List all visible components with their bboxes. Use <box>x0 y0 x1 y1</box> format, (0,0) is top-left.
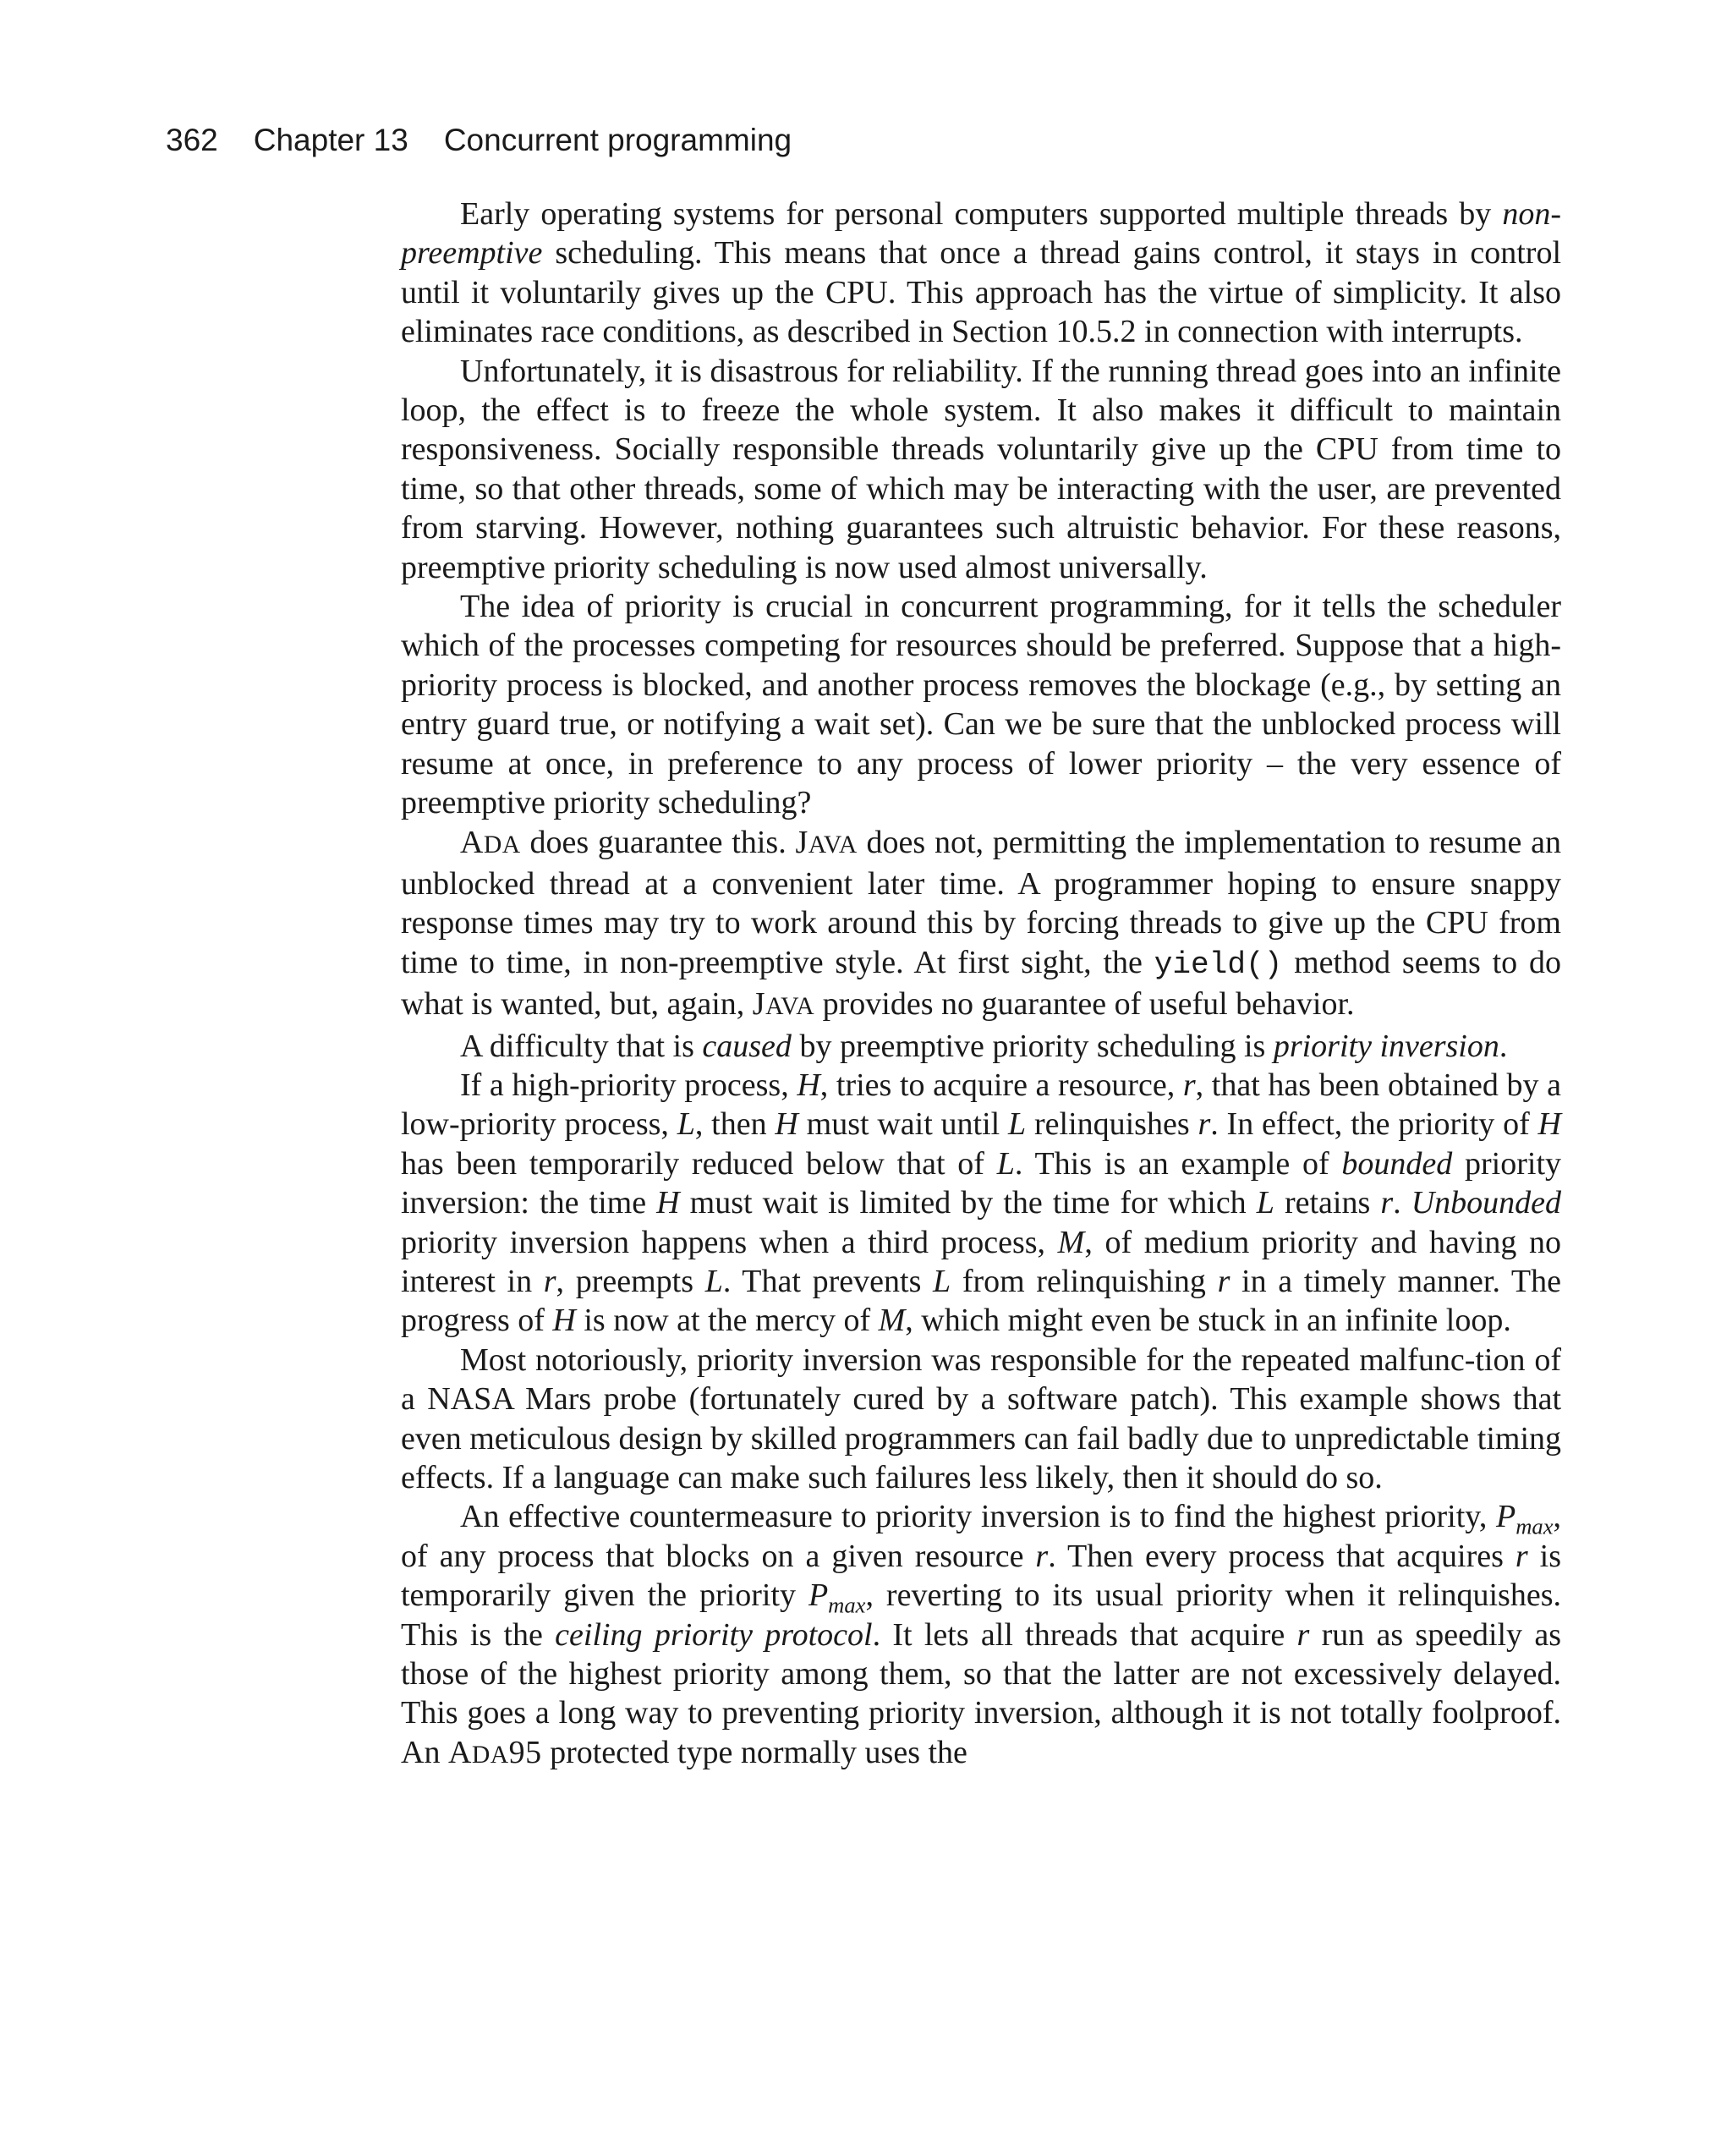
body-text <box>401 195 1561 1775</box>
text-run: , of any process that blocks on a given resource <box>401 1499 1561 1574</box>
text-run: Unfortunately, it is disastrous for reliability. If the running thread goes into an infinite loop, the effect is to freeze the whole system. It also makes it difficult to maintain responsiveness. Socially responsible threads voluntarily give up the CPU from time to time, so that other threads, some of which may be interacting with the user, are prevented from starving. However, nothing guarantees such altruistic behavior. For these reasons, preemptive priority scheduling is now used almost universally. <box>401 353 1561 585</box>
text-run: , of medium priority and having no interest in <box>401 1224 1561 1299</box>
paragraph-8 <box>401 1497 1561 1775</box>
text-run: from relinquishing <box>951 1263 1218 1299</box>
math-var: L <box>1256 1185 1274 1221</box>
text-run: retains <box>1274 1185 1381 1221</box>
math-subscript: max <box>828 1592 866 1618</box>
emphasis: caused <box>702 1028 792 1064</box>
text-run: , that has been obtained by a low-priority process, <box>401 1067 1561 1143</box>
text-run: by preemptive priority scheduling is <box>791 1028 1274 1064</box>
text-run: relinquishes <box>1026 1106 1198 1143</box>
math-subscript: max <box>1516 1514 1554 1539</box>
paragraph-5 <box>401 1027 1561 1066</box>
text-run: , then <box>694 1106 776 1143</box>
math-var: r <box>543 1263 556 1299</box>
math-var: r <box>1217 1263 1230 1299</box>
paragraph-3 <box>401 587 1561 822</box>
text-run: , tries to acquire a resource, <box>819 1067 1183 1103</box>
running-head <box>166 120 792 161</box>
small-caps-ada: ADA <box>460 824 521 860</box>
text-run: scheduling. This means that once a thread gains control, it stays in control until it voluntarily gives up the CPU. This approach has the virtue of simplicity. It also eliminates race conditions, as described in Section 10.5.2 in connection with interrupts. <box>401 235 1561 350</box>
text-run: A difficulty that is <box>460 1028 703 1064</box>
math-var: r <box>1380 1185 1394 1221</box>
text-run: . Then every process that acquires <box>1048 1538 1516 1574</box>
chapter-label: Chapter 13 <box>253 123 408 157</box>
text-run: . It lets all threads that acquire <box>872 1616 1297 1653</box>
math-var: M <box>1057 1224 1085 1260</box>
text-run: is now at the mercy of <box>575 1303 879 1339</box>
text-run: An effective countermeasure to priority inversion is to find the highest priority, <box>460 1499 1496 1535</box>
paragraph-4 <box>401 823 1561 1027</box>
paragraph-1 <box>401 195 1561 352</box>
small-caps-ada: ADA95 <box>447 1734 542 1770</box>
text-run: protected type normally uses the <box>541 1734 967 1770</box>
text-run: in a timely manner. The progress of <box>401 1263 1562 1339</box>
text-run: provides no guarantee of useful behavior. <box>814 986 1355 1023</box>
page-number: 362 <box>166 123 218 157</box>
emphasis: non-preemptive <box>401 196 1561 272</box>
math-var: r <box>1198 1106 1211 1143</box>
math-var: H <box>797 1067 820 1103</box>
text-run: does guarantee this. <box>520 824 796 860</box>
math-var: L <box>933 1263 951 1299</box>
emphasis: Unbounded <box>1411 1185 1562 1221</box>
math-var: r <box>1182 1067 1196 1103</box>
text-run: Most notoriously, priority inversion was responsible for the repeated malfunc-tion of a NASA Mars probe (fortunately cured by a software patch). This example shows that even meticulous design by skilled programmers can fail badly due to unpredictable timing effects. If a language can make such failures less likely, then it should do so. <box>401 1341 1561 1495</box>
paragraph-6 <box>401 1066 1561 1341</box>
text-run: does not, permitting the implementation to resume an unblocked thread at a convenient later time. A programmer hoping to ensure snappy response times may try to work around this by forcing threads to give up the CPU from time to time, in non-preemptive style. At first sight, the <box>401 824 1562 980</box>
math-var: L <box>677 1106 695 1143</box>
paragraph-2 <box>401 352 1561 587</box>
text-run: Early operating systems for personal computers supported multiple threads by <box>460 196 1503 232</box>
text-run: . In effect, the priority of <box>1210 1106 1538 1143</box>
math-var: L <box>1008 1106 1027 1143</box>
math-var: H <box>775 1106 798 1143</box>
chapter-title: Concurrent programming <box>443 123 792 157</box>
math-var: L <box>996 1145 1015 1182</box>
text-run: priority inversion: the time <box>401 1145 1562 1221</box>
paragraph-7 <box>401 1341 1561 1498</box>
text-run: must wait is limited by the time for which <box>679 1185 1257 1221</box>
math-var: H <box>552 1303 576 1339</box>
text-run: , which might even be stuck in an infinite loop. <box>905 1303 1511 1339</box>
text-run: method seems to do what is wanted, but, again, <box>401 944 1561 1023</box>
math-var: H <box>656 1185 680 1221</box>
text-run: , preempts <box>556 1263 705 1299</box>
text-run: . <box>1499 1028 1508 1064</box>
emphasis: ceiling priority protocol <box>555 1616 873 1653</box>
inline-code: yield() <box>1154 946 1283 982</box>
math-var: r <box>1515 1538 1528 1574</box>
small-caps-java: JAVA <box>752 986 815 1023</box>
text-run: has been temporarily reduced below that of <box>401 1145 997 1182</box>
math-var: M <box>878 1303 906 1339</box>
text-run: . This is an example of <box>1014 1145 1342 1182</box>
emphasis: priority inversion <box>1273 1028 1499 1064</box>
text-run: , reverting to its usual priority when it relinquishes. This is the <box>401 1577 1561 1653</box>
text-run: priority inversion happens when a third process, <box>401 1224 1058 1260</box>
math-var: P <box>808 1577 829 1614</box>
emphasis: bounded <box>1341 1145 1453 1182</box>
math-var: L <box>704 1263 723 1299</box>
math-var: r <box>1296 1616 1310 1653</box>
text-run: is temporarily given the priority <box>401 1538 1561 1614</box>
text-run: run as speedily as those of the highest priority among them, so that the latter are not excessively delayed. This goes a long way to preventing priority inversion, although it is not totally foolproof. An <box>401 1616 1561 1770</box>
math-var: r <box>1035 1538 1049 1574</box>
text-run: . That prevents <box>722 1263 934 1299</box>
text-run: The idea of priority is crucial in concurrent programming, for it tells the scheduler which of the processes competing for resources should be preferred. Suppose that a high-priority process is blocked, and another process removes the blockage (e.g., by setting an entry guard true, or notifying a wait set). Can we be sure that the unblocked process will resume at once, in preference to any process of lower priority – the very essence of preemptive priority scheduling? <box>401 589 1561 821</box>
text-run: If a high-priority process, <box>460 1067 797 1103</box>
math-var: H <box>1537 1106 1561 1143</box>
text-run: must wait until <box>797 1106 1009 1143</box>
small-caps-java: JAVA <box>795 824 858 860</box>
text-run: . <box>1393 1185 1411 1221</box>
math-var: P <box>1495 1499 1516 1535</box>
